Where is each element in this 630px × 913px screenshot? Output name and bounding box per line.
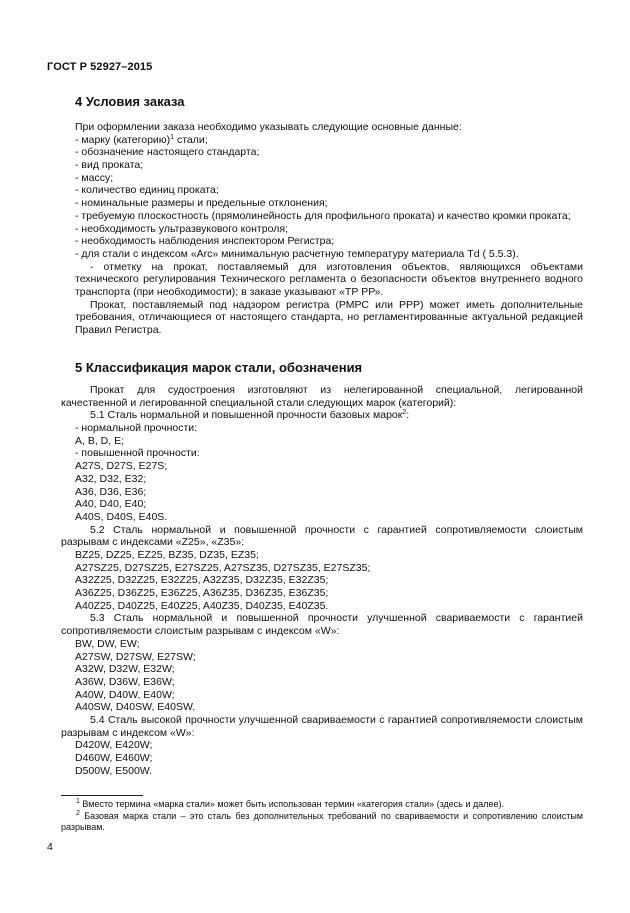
grade-list: D420W, E420W;	[75, 739, 153, 752]
grade-list: A40W, D40W, E40W;	[75, 688, 175, 701]
order-item: - необходимость наблюдения инспектором Регистра;	[75, 235, 335, 248]
grade-list: A32, D32, E32;	[75, 472, 147, 485]
order-item: - вид проката;	[75, 159, 144, 172]
grade-list: A36Z25, D36Z25, E36Z25, A36Z35, D36Z35, E36Z35;	[75, 587, 329, 600]
order-item: - необходимость ультразвукового контроля;	[75, 222, 288, 235]
clause-5-2: 5.2 Сталь нормальной и повышенной прочности с гарантией сопротивляемости слоистым разрывам с индексами «Z25», «Z35»:	[61, 523, 583, 549]
footnotes	[61, 799, 583, 834]
order-item: - номинальные размеры и предельные отклонения;	[75, 197, 328, 210]
grade-list: A27SW, D27SW, E27SW;	[75, 650, 196, 663]
grade-list: A27SZ25, D27SZ25, E27SZ25, A27SZ35, D27SZ35, E27SZ35;	[75, 561, 371, 574]
grade-list: A40, D40, E40;	[75, 498, 147, 511]
grade-list: A40Z25, D40Z25, E40Z25, A40Z35, D40Z35, E40Z35.	[75, 599, 329, 612]
section-5-title: 5 Классификация марок стали, обозначения	[75, 360, 363, 375]
order-note-tp: - отметку на прокат, поставляемый для изготовления объектов, являющихся объектами технического регулирования Технического регламента о безопасности объектов внутреннего водного транспорта (при необходимости); в заказе указывают «ТР РР».	[75, 260, 583, 298]
section-4-body	[75, 121, 583, 337]
grade-label: - нормальной прочности:	[75, 422, 198, 435]
grade-list: A36W, D36W, E36W;	[75, 675, 175, 688]
grade-list: BZ25, DZ25, EZ25, BZ35, DZ35, EZ35;	[75, 549, 259, 561]
document-header: ГОСТ Р 52927–2015	[47, 61, 153, 73]
footnote-1: $^1$ Вместо термина «марка стали» может быть использован термин «категория стали» (здесь и далее).	[76, 798, 505, 809]
grade-list: A32Z25, D32Z25, E32Z25, A32Z35, D32Z35, E32Z35;	[75, 574, 329, 587]
order-item: - массу;	[75, 171, 114, 184]
footnote-2: $^2$ Базовая марка стали – это сталь без дополнительных требований по свариваемости и сопротивлению слоистым разрывам.	[61, 809, 583, 832]
order-item: - количество единиц проката;	[75, 184, 219, 197]
grade-list: A27S, D27S, E27S;	[75, 460, 168, 473]
grade-list: A40SW, D40SW, E40SW.	[75, 701, 196, 714]
grade-list: A40S, D40S, E40S.	[75, 510, 168, 523]
grade-list: D500W, E500W.	[75, 764, 153, 777]
grade-list: A32W, D32W, E32W;	[75, 663, 175, 676]
clause-5-4: 5.4 Сталь высокой прочности улучшенной свариваемости с гарантией сопротивляемости слоистым разрывам с индексом «W»:	[61, 713, 583, 739]
section-4-title: 4 Условия заказа	[75, 94, 185, 109]
order-item: - для стали с индексом «Arc» минимальную расчетную температуру материала Td ( 5.5.3).	[75, 247, 519, 260]
classification-intro: Прокат для судостроения изготовляют из нелегированной специальной, легированной качественной и легированной специальной стали следующих марок (категорий):	[61, 384, 583, 409]
grade-list: D460W, E460W;	[75, 752, 153, 765]
clause-5-1: 5.1 Сталь нормальной и повышенной прочности базовых марок$^2$:	[90, 409, 410, 422]
section-5-body	[61, 384, 583, 777]
footnote-ref: 2	[402, 409, 407, 417]
order-item: - обозначение настоящего стандарта;	[75, 146, 260, 159]
grade-label: - повышенной прочности:	[75, 447, 200, 460]
footnote-ref: 1	[170, 133, 175, 141]
grade-list: A, B, D, E;	[75, 434, 125, 447]
order-item: - марку (категорию)$^1$ стали;	[75, 133, 208, 146]
grade-list: BW, DW, EW;	[75, 637, 140, 650]
order-intro: При оформлении заказа необходимо указывать следующие основные данные:	[75, 121, 462, 133]
footnote-divider	[61, 795, 143, 796]
page-number: 4	[47, 841, 53, 853]
grade-list: A36, D36, E36;	[75, 485, 147, 498]
order-note-register: Прокат, поставляемый под надзором регистра (РМРС или РРР) может иметь дополнительные требования, отличающиеся от настоящего стандарта, но регламентированные актуальной редакцией Правил Регистра.	[75, 298, 583, 337]
order-item: - требуемую плоскостность (прямолинейность для профильного проката) и качество кромки проката;	[75, 209, 571, 222]
clause-5-3: 5.3 Сталь нормальной и повышенной прочности улучшенной свариваемости с гарантией сопротивляемости слоистым разрывам с индексом «W»:	[61, 612, 583, 638]
